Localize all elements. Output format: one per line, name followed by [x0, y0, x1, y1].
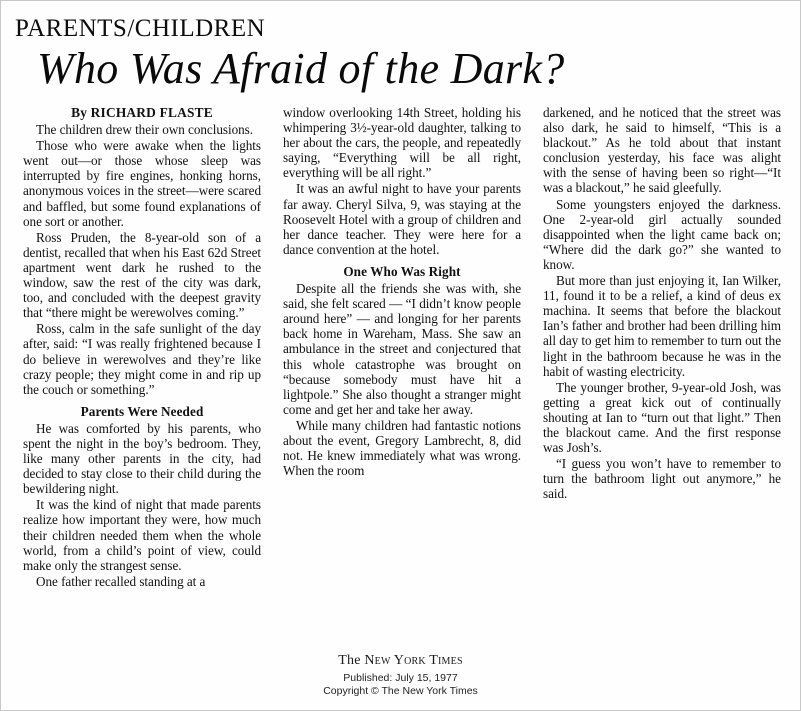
article-paragraph: He was comforted by his parents, who spent the night in the boy’s bedroom. They, like many other parents in the city, had decided to stay close to their child during the bewildering night.: [23, 420, 261, 497]
article-paragraph: darkened, and he noticed that the street was also dark, he said to himself, “This is a blackout.” As he told about that instant conclusion yesterday, his face was alight with the sense of having been so right—“It was a blackout,” he said gleefully.: [543, 105, 781, 196]
article-paragraph: Those who were awake when the lights went out—or those whose sleep was interrupted by fire engines, honking horns, anonymous voices in the street—were scared and baffled, but some found explanations of one sort or another.: [23, 138, 261, 229]
nyt-logo: [1, 653, 800, 669]
article-paragraph: “I guess you won’t have to remember to turn the bathroom light out anymore,” he said.: [543, 456, 781, 502]
nyt-logo-name: New York Times: [364, 653, 463, 668]
article-headline: Who Was Afraid of the Dark?: [37, 44, 565, 93]
article-subhead: One Who Was Right: [343, 263, 461, 279]
copyright-notice: Copyright © The New York Times: [323, 685, 478, 697]
publication-date: Published: July 15, 1977: [343, 672, 458, 684]
article-paragraph: Despite all the friends she was with, she said, she felt scared — “I didn’t know people around here” — and longing for her parents back home in Wareham, Mass. She saw an ambulance in the street and conjectured that this whole catastrophe was brought on “because somebody must have hit a lightpole.” She also thought a stranger might come and get her and take her away.: [283, 281, 521, 417]
section-kicker: PARENTS/CHILDREN: [15, 15, 266, 42]
article-paragraph: window overlooking 14th Street, holding his whimpering 3½-year-old daughter, talking to her about the cars, the people, and repeatedly saying, “Everything will be all right, everything will be all right.”: [283, 105, 521, 181]
article-paragraph: It was an awful night to have your parents far away. Cheryl Silva, 9, was staying at the Roosevelt Hotel with a group of children and her dance teacher. They were here for a dance convention at the hotel.: [283, 181, 521, 257]
article-subhead: Parents Were Needed: [80, 403, 204, 419]
article-paragraph: Some youngsters enjoyed the darkness. One 2-year-old girl actually sounded disappointed when the light came back on; “Where did the dark go?” she wanted to know.: [543, 196, 781, 272]
article-column-3: [543, 105, 781, 590]
article-byline: By RICHARD FLASTE: [71, 105, 213, 120]
article-column-2: [283, 105, 521, 590]
article-columns: [23, 105, 785, 590]
article-paragraph: It was the kind of night that made parents realize how important they were, how much their children needed them when the whole world, from a child’s point of view, could make only the strangest sense.: [23, 497, 261, 573]
article-paragraph: While many children had fantastic notions about the event, Gregory Lambrecht, 8, did not. He knew immediately what was wrong. When the room: [283, 417, 521, 479]
article-paragraph: Ross, calm in the safe sunlight of the day after, said: “I was really frightened because I do believe in werewolves and they’re like crazy people; they might come in and rip up the couch or something.”: [23, 321, 261, 397]
article-paragraph: Ross Pruden, the 8-year-old son of a dentist, recalled that when his East 62d Street apartment went dark he rushed to the window, saw the rest of the city was dark, too, and concluded with the deepest gravity that “there might be werewolves coming.”: [23, 229, 261, 321]
article-column-1: [23, 105, 261, 590]
nyt-logo-the: The: [338, 653, 361, 668]
article-paragraph: One father recalled standing at a: [36, 573, 206, 589]
clipping-footer: [1, 653, 800, 698]
article-paragraph: The younger brother, 9-year-old Josh, was getting a great kick out of continually shouting at Ian to “turn out that light.” Then the blackout came. And the first response was Josh’s.: [543, 379, 781, 456]
article-paragraph: But more than just enjoying it, Ian Wilker, 11, found it to be a relief, a kind of deus ex machina. It seems that before the blackout Ian’s father and brother had been drilling him all day to get him to remember to turn out the light in the bathroom because he was in the habit of wasting electricity.: [543, 273, 781, 379]
article-paragraph: The children drew their own conclusions.: [36, 122, 253, 138]
